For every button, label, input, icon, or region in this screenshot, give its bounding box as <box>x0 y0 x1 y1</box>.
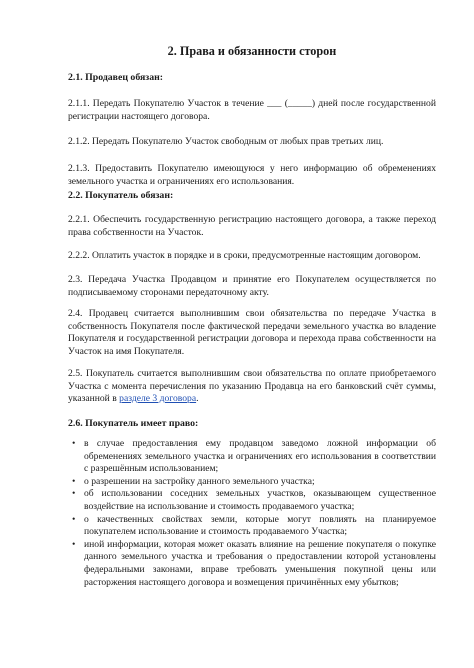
clause-2-2-1: 2.2.1. Обеспечить государственную регистрацию настоящего договора, а также переход права собственности на Участок. <box>68 214 436 238</box>
list-item <box>68 476 436 489</box>
list-item <box>68 514 436 539</box>
list-item-text: о разрешении на застройку данного земельного участка; <box>84 475 315 487</box>
clause-2-5-end: . <box>196 393 199 405</box>
list-item-text: об использовании соседних земельных участков, оказывающем существенное воздействие на использование и стоимость продаваемого участка; <box>84 488 436 512</box>
section-3-link[interactable]: разделе 3 договора <box>119 393 197 405</box>
clause-2-2-2: 2.2.2. Оплатить участок в порядке и в сроки, предусмотренные настоящим договором. <box>68 250 421 261</box>
clause-2-5-text: 2.5. Покупатель считается выполнившим свои обязательства по оплате приобретаемого Участка с момента перечисления по указанию Продавца на его банковский счёт суммы, указанной в <box>68 368 436 405</box>
list-item-text: о качественных свойствах земли, которые могут повлиять на планируемое покупателем использование и стоимость продаваемого Участка; <box>84 513 436 538</box>
seller-obligations-heading: 2.1. Продавец обязан: <box>68 72 164 83</box>
buyer-obligations-heading: 2.2. Покупатель обязан: <box>68 190 174 201</box>
bullet-icon: • <box>72 538 76 550</box>
clause-2-5 <box>68 368 436 406</box>
clause-2-4: 2.4. Продавец считается выполнившим свои обязательства по передаче Участка в собственность Покупателя после фактической передачи земельного участка во владение Покупателя и государственной регистрации договора и перехода права собственности на Участок на имя Покупателя. <box>68 308 436 357</box>
list-item <box>68 488 436 513</box>
buyer-rights-heading: 2.6. Покупатель имеет право: <box>68 418 199 429</box>
bullet-icon: • <box>72 513 76 525</box>
bullet-icon: • <box>72 488 76 500</box>
clause-2-3: 2.3. Передача Участка Продавцом и принятие его Покупателем осуществляется по подписываемому сторонами передаточному акту. <box>68 274 436 298</box>
list-item <box>68 438 436 476</box>
clause-2-1-3: 2.1.3. Предоставить Покупателю имеющуюся у него информацию об обременениях земельного участка и ограничениях его использования. <box>68 163 436 187</box>
clause-2-1-2: 2.1.2. Передать Покупателю Участок свободным от любых прав третьих лиц. <box>68 136 384 147</box>
bullet-icon: • <box>72 475 76 487</box>
list-item-text: иной информации, которая может оказать влияние на решение покупателя о покупке данного земельного участка и требования о предоставлении которой установлены федеральными законами, вправе требовать уменьшения покупной цены или расторжения настоящего договора и возмещения причинённых ему убытков; <box>84 538 436 588</box>
bullet-icon: • <box>72 438 76 449</box>
list-item <box>68 539 436 589</box>
list-item-text: в случае предоставления ему продавцом заведомо ложной информации об обременениях земельного участка и ограничениях его использования в соответствии с разрешённым использованием; <box>84 438 436 475</box>
clause-2-1-1: 2.1.1. Передать Покупателю Участок в течение ___ (_____) дней после государственной регистрации настоящего договора. <box>68 98 436 122</box>
section-title: 2. Права и обязанности сторон <box>167 44 337 58</box>
buyer-rights-list <box>68 438 436 589</box>
